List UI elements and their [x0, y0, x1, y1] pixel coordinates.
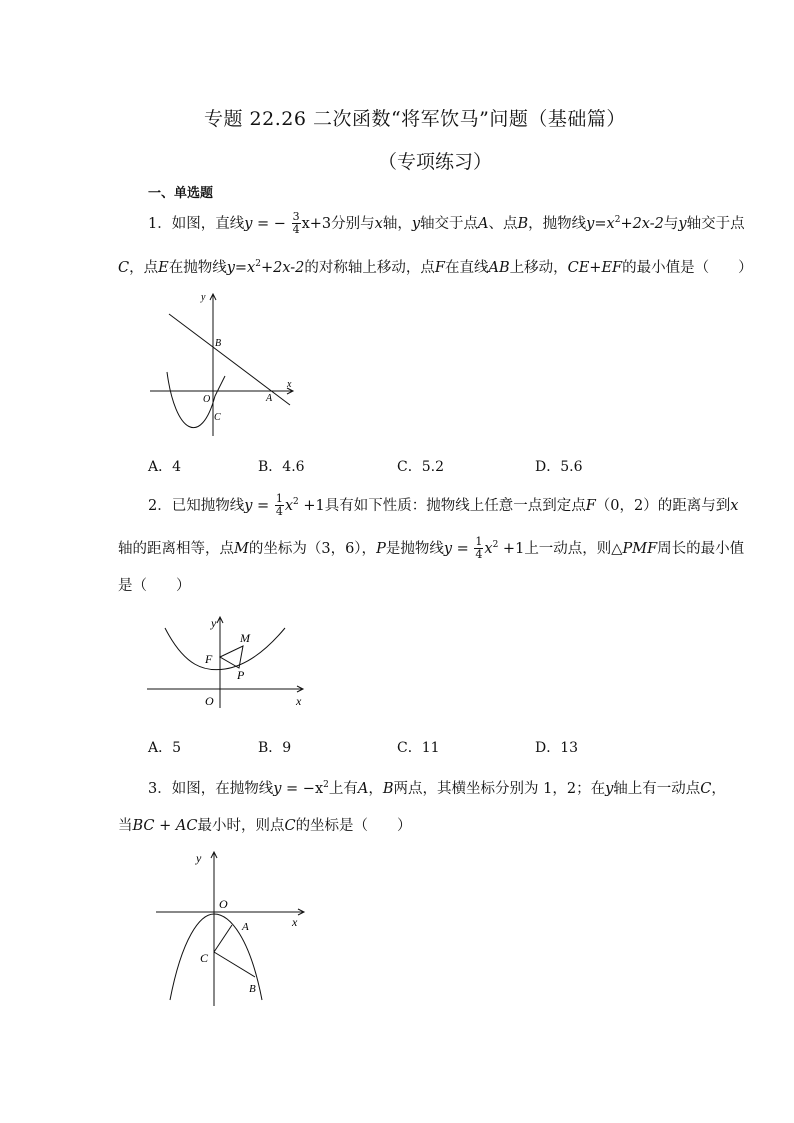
q2-sup: 2	[492, 540, 499, 550]
q1-var: CE+EF	[567, 259, 623, 276]
q1-line2	[118, 254, 753, 278]
q1-var: B	[517, 215, 529, 232]
q2-var: F	[585, 497, 596, 514]
q1-var: C	[118, 259, 130, 276]
q1-text: 在直线	[444, 259, 489, 276]
q3-figure	[150, 848, 310, 1008]
q1-var: F	[434, 259, 445, 276]
q2-fraction	[474, 536, 483, 561]
q2-sup: 2	[293, 497, 299, 507]
q2-text: 上一动点，则△	[524, 540, 623, 557]
q2-option-d[interactable]: D．13	[535, 740, 579, 756]
q3-line1	[148, 775, 726, 799]
q2-coord: （0，2）	[595, 497, 658, 514]
q2-line2	[118, 535, 744, 561]
q3-text: 如图，在抛物线	[171, 780, 274, 797]
q1-var: y	[678, 215, 687, 232]
q1-var: y	[244, 215, 253, 232]
q2-triangle-pmf	[220, 646, 243, 668]
q2-text: 周长的最小值	[657, 540, 745, 557]
q1-text: 在抛物线	[168, 259, 227, 276]
q2-fig-label-y: y	[211, 616, 217, 630]
q1-text: 上移动，	[509, 259, 568, 276]
q2-option-b[interactable]: B．9	[258, 740, 292, 756]
q3-var: C	[284, 818, 296, 834]
q3-text: 两点，其横坐标分别为 1，2；在	[393, 780, 606, 797]
q1-fig-label-y: y	[201, 292, 206, 303]
q1-fig-label-a: A	[266, 393, 273, 404]
q2-option-c[interactable]: C．11	[397, 740, 440, 756]
q1-fraction	[292, 211, 301, 236]
q1-option-c[interactable]: C．5.2	[397, 459, 444, 475]
q2-text: 已知抛物线	[171, 497, 245, 514]
q3-number: 3．	[148, 780, 172, 797]
q2-eq: =	[252, 497, 274, 514]
q3-var: y	[273, 780, 282, 797]
q1-option-b[interactable]: B．4.6	[258, 459, 305, 475]
q3-text: 最小时，则点	[197, 818, 285, 834]
q1-frac-den: 4	[292, 223, 300, 237]
q3-fig-label-y: y	[196, 851, 202, 865]
q2-fraction	[275, 493, 284, 518]
q1-text: 与	[663, 215, 679, 232]
q2-var: y	[443, 540, 453, 557]
q1-text: ，抛物线	[528, 215, 587, 232]
q2-plus: +1	[298, 497, 325, 514]
q2-fig-label-p: P	[237, 668, 245, 682]
q1-fig-label-b: B	[215, 338, 222, 349]
q1-parabola-rest: +2x-2	[260, 259, 305, 276]
q1-fig-label-c: C	[214, 412, 221, 423]
q1-number: 1．	[148, 215, 172, 232]
q1-var: x	[374, 215, 383, 232]
q1-text: 的最小值是（ ）	[622, 259, 753, 276]
q3-text: 的坐标是（ ）	[295, 818, 412, 834]
q3-fig-label-o: O	[219, 897, 228, 911]
q1-text: 如图，直线	[171, 215, 245, 232]
q3-fig-label-x: x	[292, 915, 298, 929]
q2-line1	[148, 492, 738, 518]
q3-var: C	[700, 780, 712, 797]
q3-var: BC + AC	[132, 818, 198, 834]
q3-segment-cb	[214, 952, 255, 977]
q1-eq-rest: x+3	[301, 215, 332, 232]
q2-var: M	[234, 540, 249, 557]
q3-text: ，	[368, 780, 383, 797]
q3-text: ，	[711, 780, 726, 797]
q3-var: B	[382, 780, 394, 797]
q1-var: AB	[488, 259, 510, 276]
q1-text: 轴，	[382, 215, 412, 232]
q3-text: 当	[118, 818, 133, 834]
q2-line3: 是（ ）	[118, 578, 191, 594]
q2-text: 的坐标为（3，6），	[248, 540, 377, 557]
q2-text: 的距离与到	[657, 497, 731, 514]
q1-text: 的对称轴上移动，点	[304, 259, 435, 276]
q3-fig-label-c: C	[200, 951, 209, 965]
q1-text: 、点	[488, 215, 518, 232]
q2-frac-num: 1	[275, 492, 283, 506]
q3-fig-label-b: B	[249, 983, 256, 995]
q2-frac-den: 4	[475, 548, 483, 562]
section-heading: 一、单选题	[148, 186, 214, 201]
q1-parabola: y=x	[226, 259, 256, 276]
q1-eq: = −	[252, 215, 291, 232]
q2-fig-label-x: x	[296, 694, 302, 708]
q2-option-a[interactable]: A．5	[148, 740, 182, 756]
q1-parabola: y=x	[586, 215, 615, 232]
q1-var: A	[478, 215, 489, 232]
q2-plus: +1	[498, 540, 525, 557]
q2-fig-label-f: F	[205, 652, 213, 666]
q2-var: x	[730, 497, 739, 514]
q3-var: y	[605, 780, 614, 797]
q2-fig-label-o: O	[205, 694, 214, 708]
q2-number: 2．	[148, 497, 172, 514]
q2-var: y	[244, 497, 253, 514]
q1-var: E	[158, 259, 169, 276]
q1-line1	[148, 210, 745, 236]
q3-segment-ca	[214, 925, 232, 952]
q2-frac-num: 1	[475, 535, 483, 549]
q1-text: 轴交于点	[686, 215, 745, 232]
q1-text: ，点	[129, 259, 159, 276]
q2-var: x	[484, 540, 493, 557]
q1-fig-label-x: x	[287, 379, 292, 390]
q3-eq: = −x	[281, 780, 324, 797]
q3-sup: 2	[323, 780, 329, 790]
q3-var: A	[357, 780, 369, 797]
q1-var: y	[411, 215, 421, 232]
q1-sup: 2	[255, 259, 261, 269]
q1-option-a[interactable]: A．4	[148, 459, 182, 475]
q2-var: P	[376, 540, 386, 557]
q1-figure	[145, 288, 305, 438]
q1-sup: 2	[614, 215, 621, 225]
page-title: 专题 22.26 二次函数“将军饮马”问题（基础篇）	[204, 108, 626, 130]
q2-eq: =	[452, 540, 474, 557]
q2-parabola-curve	[165, 628, 285, 670]
q3-line2	[118, 816, 412, 836]
q2-fig-label-m: M	[240, 631, 250, 645]
q2-text: 轴的距离相等，点	[118, 540, 234, 557]
q3-text: 上有	[328, 780, 358, 797]
page-subtitle: （专项练习）	[378, 151, 493, 173]
q1-option-d[interactable]: D．5.6	[535, 459, 583, 475]
q2-text: 具有如下性质：抛物线上任意一点到定点	[324, 497, 586, 514]
q1-frac-num: 3	[292, 210, 300, 224]
q2-var: PMF	[622, 540, 658, 557]
q2-frac-den: 4	[275, 505, 283, 519]
q1-fig-label-o: O	[203, 394, 211, 405]
q2-text: 是抛物线	[385, 540, 444, 557]
q1-text: 分别与	[331, 215, 375, 232]
q2-var: x	[284, 497, 293, 514]
q1-text: 轴交于点	[420, 215, 479, 232]
q1-parabola-rest: +2x-2	[620, 215, 664, 232]
q3-text: 轴上有一动点	[613, 780, 701, 797]
q2-figure	[145, 612, 315, 712]
q3-fig-label-a: A	[242, 921, 249, 933]
